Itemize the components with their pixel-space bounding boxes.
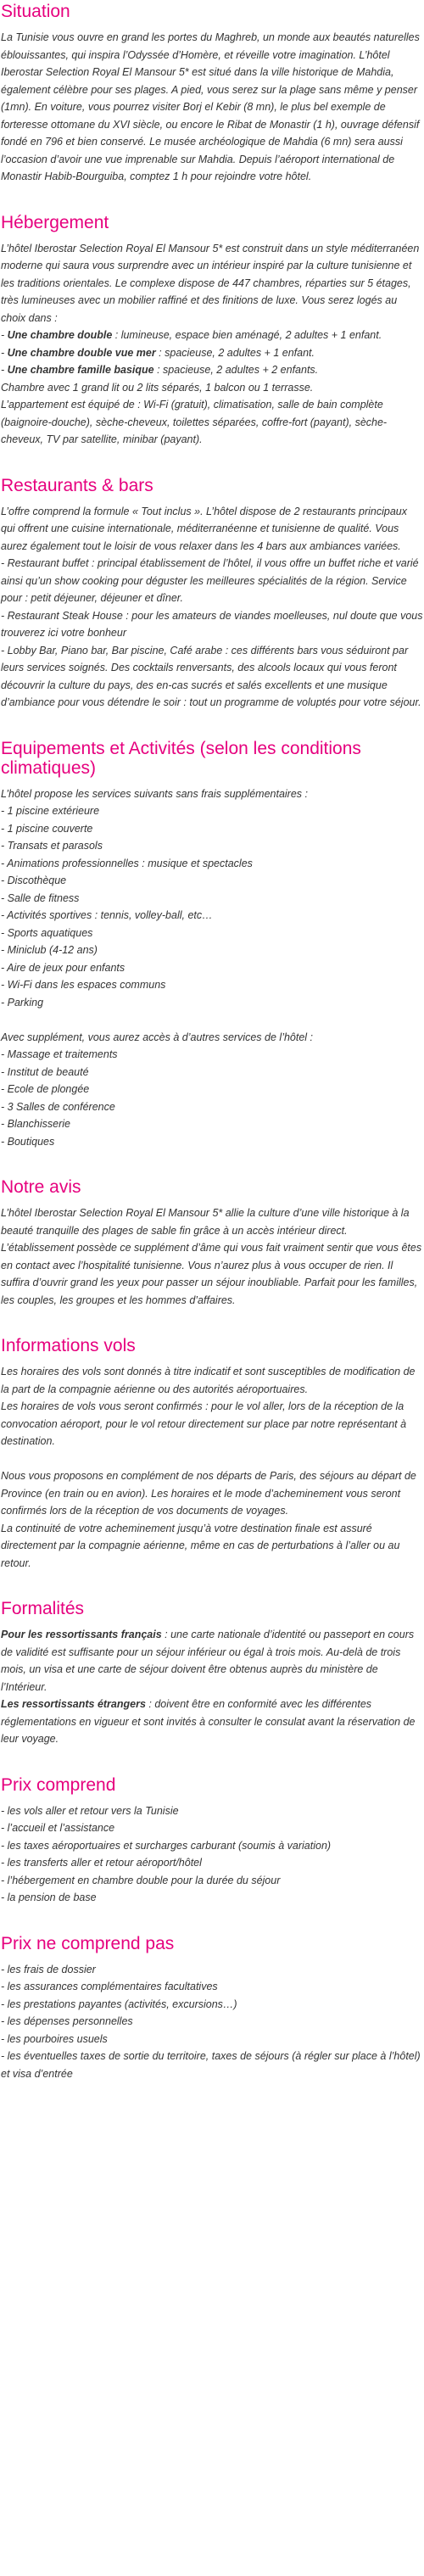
list-item: - Salle de fitness: [1, 891, 80, 904]
notre-avis-text: L’hôtel Iberostar Selection Royal El Mansour 5* allie la culture d’une ville historique à la beauté tranquille des plages de sable fin grâce à un accès intérieur direct. L’établissement possède ce supplément d’âme qui vous fait vraiment sentir que vous êtes en contact avec l’hospitalité tunisienne. Vous n’aurez plus à vous occuper de rien. Il suffira d’ouvrir grand les yeux pour passer un séjour inoubliable. Parfait pour les familles, les couples, les groupes et les hommes d’affaires.: [1, 1207, 422, 1306]
vols-paragraph: Les horaires de vols vous seront confirmés : pour le vol aller, lors de la réception de la convocation aéroport, pour le vol retour directement sur place par notre représentant à destination.: [1, 1400, 407, 1447]
list-item: - la pension de base: [1, 1891, 97, 1903]
list-item: - les taxes aéroportuaires et surcharges carburant (soumis à variation): [1, 1839, 332, 1852]
vols-paragraph: Nous vous proposons en complément de nos départs de Paris, des séjours au départ de Province (en train ou en avion). Les horaires et le mode d’acheminement vous seront confirmés lors de la réception de vos documents de voyages.: [1, 1470, 416, 1517]
room-equipment: L’appartement est équipé de : Wi-Fi (gratuit), climatisation, salle de bain complète (baignoire-douche), sèche-cheveux, toilettes séparées, coffre-fort (payant), sèche-cheveux, TV par satellite, minibar (payant).: [1, 399, 388, 445]
room-item: - Une chambre double vue mer : spacieuse, 2 adultes + 1 enfant.: [1, 346, 315, 359]
vols-paragraph: La continuité de votre acheminement jusqu’à votre destination finale est assuré directement par la compagnie aérienne, même en cas de perturbations à l’aller ou au retour.: [1, 1522, 400, 1569]
list-item: - les pourboires usuels: [1, 2032, 108, 2045]
list-item: - l’hébergement en chambre double pour la durée du séjour: [1, 1874, 281, 1886]
list-item: - l’accueil et l’assistance: [1, 1822, 115, 1834]
list-item: - Ecole de plongée: [1, 1083, 90, 1095]
list-item: - Wi-Fi dans les espaces communs: [1, 979, 166, 991]
list-item: - Animations professionnelles : musique et spectacles: [1, 857, 253, 869]
situation-text: La Tunisie vous ouvre en grand les portes du Maghreb, un monde aux beautés naturelles éblouissantes, qui inspira l’Odyssée d’Homère, et réveille votre imagination. L’hôtel Iberostar Selection Royal El Mansour 5* est situé dans la ville historique de Mahdia, également célèbre pour ses plages. A pied, vous serez sur la plage sans même y penser (1mn). En voiture, vous pourrez visiter Borj el Kebir (8 mn), le plus bel exemple de forteresse ottomane du XVI siècle, ou encore le Ribat de Monastir (1 h), ouvrage défensif fondé en 796 et bien conservé. Le musée archéologique de Mahdia (6 mn) sera aussi l’occasion d’avoir une vue imprenable sur Mahdia. Depuis l’aéroport international de Monastir Habib-Bourguiba, comptez 1 h pour rejoindre votre hôtel.: [1, 31, 420, 182]
rooms-extra: Chambre avec 1 grand lit ou 2 lits séparés, 1 balcon ou 1 terrasse.: [1, 381, 314, 394]
list-item: - Institut de beauté: [1, 1065, 89, 1078]
list-item: - Blanchisserie: [1, 1118, 70, 1130]
list-item: - Discothèque: [1, 874, 67, 886]
room-item: - Une chambre famille basique : spacieuse, 2 adultes + 2 enfants.: [1, 364, 319, 376]
list-item: - les transferts aller et retour aéroport/hôtel: [1, 1857, 202, 1869]
prix-comprend-list: [1, 1802, 423, 1907]
list-item: - les prestations payantes (activités, excursions…): [1, 1998, 237, 2010]
list-item: - les frais de dossier: [1, 1963, 96, 1975]
section-title-notre-avis: Notre avis: [1, 1177, 81, 1197]
restaurant-item: - Lobby Bar, Piano bar, Bar piscine, Café arabe : ces différents bars vous séduiront par leurs services soignés. Des cocktails renversants, des alcools locaux qui vous feront découvrir la culture du pays, des en-cas sucrés et salés excellents et une musique d’ambiance pour vous détendre le soir : tout un programme de voluptés pour votre séjour.: [1, 644, 421, 708]
section-title-situation: Situation: [1, 2, 70, 21]
page-content: [0, 2, 424, 2082]
room-item: - Une chambre double : lumineuse, espace bien aménagé, 2 adultes + 1 enfant.: [1, 329, 382, 341]
paid-services-list: [1, 1046, 423, 1150]
list-item: - 1 piscine couverte: [1, 822, 93, 835]
vols-paragraph: Les horaires des vols sont donnés à titre indicatif et sont susceptibles de modification de la part de la compagnie aérienne ou des autorités aéroportuaires.: [1, 1366, 416, 1395]
restaurant-item: - Restaurant buffet : principal établissement de l’hôtel, il vous offre un buffet riche et varié ainsi qu’un show cooking pour déguster les meilleures spécialités de la région. Service pour : petit déjeuner, déjeuner et dîner.: [1, 557, 419, 604]
list-item: - les éventuelles taxes de sortie du territoire, taxes de séjours (à régler sur place à l’hôtel) et visa d’entrée: [1, 2050, 421, 2080]
list-item: - 1 piscine extérieure: [1, 805, 100, 817]
section-title-prix-comprend: Prix comprend: [1, 1774, 116, 1795]
section-title-prix-ne-comprend: Prix ne comprend pas: [1, 1933, 175, 1953]
list-item: - Transats et parasols: [1, 840, 103, 852]
hebergement-intro: L’hôtel Iberostar Selection Royal El Mansour 5* est construit dans un style méditerranéen moderne qui saura vous surprendre avec un intérieur inspiré par la culture tunisienne et les traditions orientales. Le complexe dispose de 447 chambres, réparties sur 5 étages, très lumineuses avec un mobilier raffiné et des finitions de luxe. Vous serez logés au choix dans :: [1, 242, 420, 324]
formalites-foreign: Les ressortissants étrangers : doivent être en conformité avec les différentes réglementations en vigueur et sont invités à consulter le consulat avant la réservation de leur voyage.: [1, 1698, 416, 1745]
restaurant-item: - Restaurant Steak House : pour les amateurs de viandes moelleuses, nul doute que vous trouverez ici votre bonheur: [1, 609, 423, 639]
list-item: - les assurances complémentaires facultatives: [1, 1981, 218, 1992]
prix-ne-comprend-list: [1, 1961, 423, 2083]
section-title-equipements: Equipements et Activités (selon les conditions climatiques): [1, 738, 361, 778]
list-item: - Massage et traitements: [1, 1048, 118, 1060]
list-item: - 3 Salles de conférence: [1, 1100, 115, 1113]
list-item: - Sports aquatiques: [1, 926, 93, 939]
list-item: - les vols aller et retour vers la Tunisie: [1, 1804, 179, 1817]
paid-services-intro: Avec supplément, vous aurez accès à d’autres services de l’hôtel :: [1, 1031, 314, 1043]
list-item: - Boutiques: [1, 1135, 55, 1148]
section-title-informations-vols: Informations vols: [1, 1336, 136, 1355]
equipements-intro: L’hôtel propose les services suivants sans frais supplémentaires :: [1, 787, 308, 800]
list-item: - Miniclub (4-12 ans): [1, 944, 98, 956]
list-item: - Aire de jeux pour enfants: [1, 961, 126, 974]
formalites-french: Pour les ressortissants français : une carte nationale d’identité ou passeport en cours de validité est suffisante pour un séjour inférieur ou égal à trois mois. Au-delà de trois mois, un visa et une carte de séjour doivent être obtenus auprès du ministère de l’Intérieur.: [1, 1629, 415, 1693]
list-item: - Parking: [1, 996, 44, 1009]
list-item: - les dépenses personnelles: [1, 2015, 133, 2027]
section-title-restaurants: Restaurants & bars: [1, 475, 153, 495]
list-item: - Activités sportives : tennis, volley-ball, etc…: [1, 909, 213, 921]
section-title-formalites: Formalités: [1, 1599, 85, 1618]
section-title-hebergement: Hébergement: [1, 212, 109, 232]
restaurants-intro: L’offre comprend la formule « Tout inclus ». L’hôtel dispose de 2 restaurants principaux qui offrent une cuisine internationale, méditerranéenne et tunisienne de qualité. Vous aurez également tout le loisir de vous relaxer dans les 4 bars aux ambiances variées.: [1, 505, 407, 552]
free-services-list: [1, 802, 423, 1011]
